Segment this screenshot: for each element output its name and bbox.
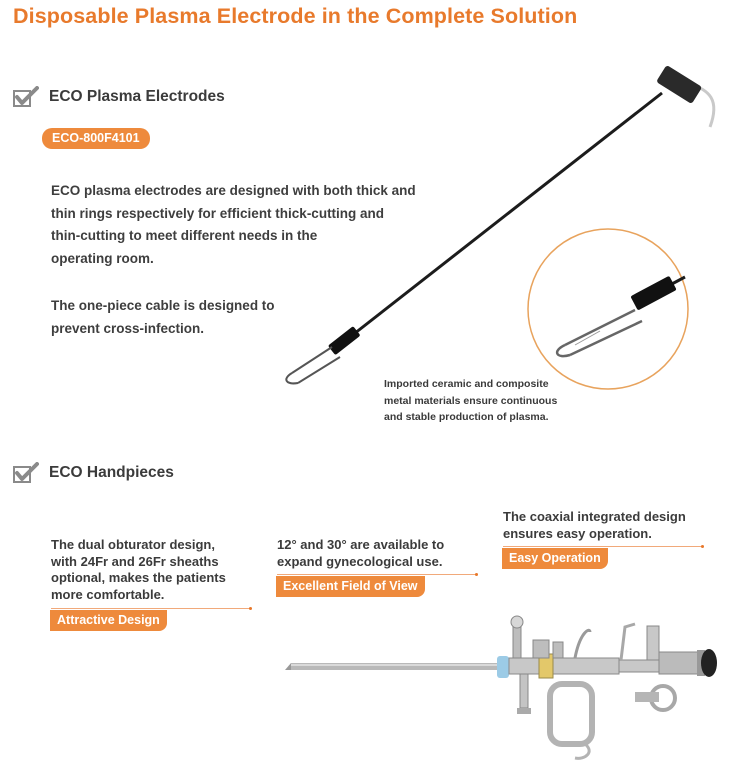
text-line: optional, makes the patients	[51, 570, 226, 585]
feature-underline	[277, 574, 476, 575]
feature-field-of-view-text	[277, 537, 444, 570]
page-title: Disposable Plasma Electrode in the Complete Solution	[13, 4, 578, 28]
section-heading-electrodes	[13, 86, 225, 108]
section-heading-label: ECO Plasma Electrodes	[49, 88, 225, 105]
text-line: The dual obturator design,	[51, 537, 215, 552]
text-line: The coaxial integrated design	[503, 509, 686, 524]
feature-underline-dot	[701, 545, 704, 548]
cable-description	[51, 295, 275, 340]
plasma-electrode-illustration	[270, 55, 740, 415]
text-line: prevent cross-infection.	[51, 320, 205, 336]
feature-tag-field-of-view: Excellent Field of View	[276, 576, 425, 597]
feature-tag-easy-operation: Easy Operation	[502, 548, 608, 569]
text-line: with 24Fr and 26Fr sheaths	[51, 553, 219, 569]
caption-line: and stable production of plasma.	[384, 411, 549, 423]
text-line: thin-cutting to meet different needs in the	[51, 228, 318, 243]
text-line: expand gynecological use.	[277, 553, 443, 569]
feature-attractive-design-text	[51, 537, 226, 603]
caption-line: metal materials ensure continuous	[384, 394, 558, 407]
feature-easy-operation-text	[503, 509, 686, 542]
text-line: ensures easy operation.	[503, 525, 652, 541]
checkbox-check-icon	[13, 462, 39, 484]
text-line: operating room.	[51, 250, 154, 266]
feature-underline	[503, 546, 702, 547]
feature-tag-attractive-design: Attractive Design	[50, 610, 167, 631]
text-line: thin rings respectively for efficient thick-cutting and	[51, 205, 385, 221]
text-line: The one-piece cable is designed to	[51, 298, 275, 313]
text-line: more comfortable.	[51, 586, 165, 602]
section-heading-label: ECO Handpieces	[49, 464, 174, 481]
text-line: 12° and 30° are available to	[277, 537, 445, 552]
feature-underline-dot	[249, 607, 252, 610]
material-caption	[384, 376, 557, 426]
checkbox-check-icon	[13, 86, 39, 108]
feature-underline	[51, 608, 250, 609]
caption-line: Imported ceramic and composite	[384, 378, 549, 390]
section-heading-handpieces	[13, 462, 174, 484]
model-number-badge: ECO-800F4101	[42, 128, 150, 149]
feature-underline-dot	[475, 573, 478, 576]
text-line: ECO plasma electrodes are designed with both thick and	[51, 183, 416, 198]
handpiece-illustration	[285, 612, 725, 762]
